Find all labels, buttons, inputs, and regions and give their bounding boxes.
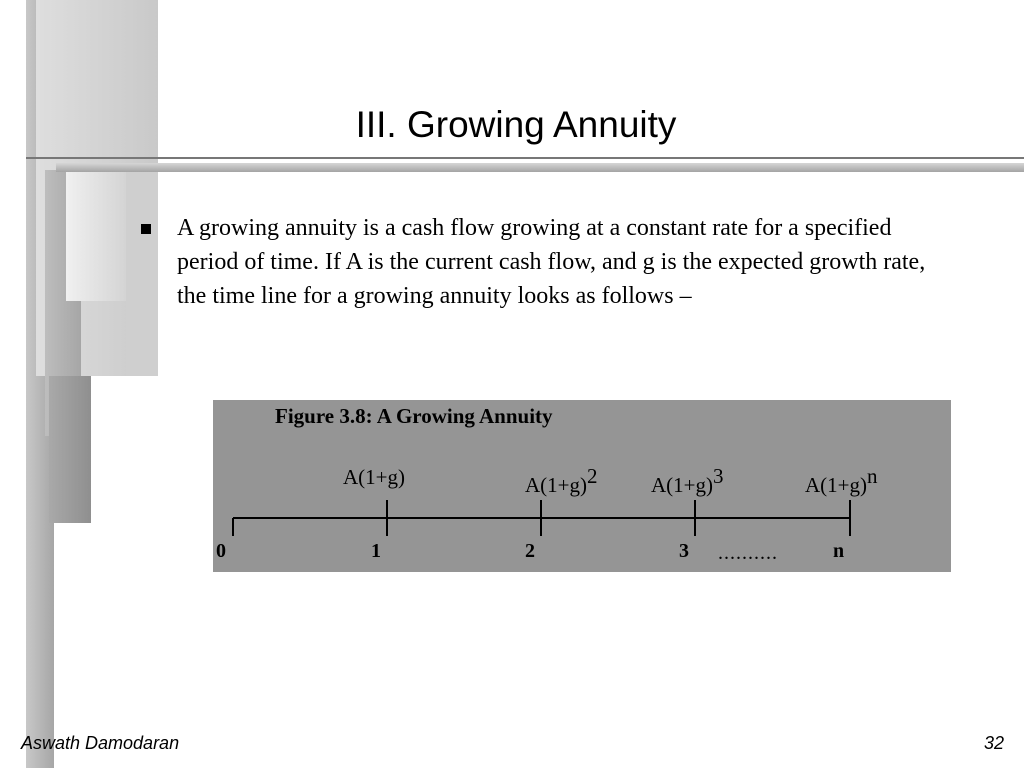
- period-label: n: [833, 540, 845, 562]
- figure-timeline: [213, 400, 951, 572]
- decorative-bar: [126, 170, 158, 376]
- cash-flow-base: A(1+g): [343, 465, 405, 489]
- period-label: 1: [371, 540, 381, 562]
- cash-flow-base: A(1+g): [525, 473, 587, 497]
- decorative-bar: [49, 376, 91, 523]
- cash-flow-exponent: 2: [587, 464, 598, 488]
- bullet-text: A growing annuity is a cash flow growing at a constant rate for a specified period of time. If A is the current cash flow, and g is the expected growth rate, the time line for a growing annuity looks as follows –: [177, 215, 926, 309]
- title-divider-thin: [26, 157, 1024, 159]
- cash-flow-base: A(1+g): [651, 473, 713, 497]
- cash-flow-exponent: n: [867, 464, 878, 488]
- page-number: 32: [983, 733, 1004, 753]
- bullet-square-icon: [141, 224, 151, 234]
- period-label: 3: [679, 540, 689, 562]
- slide-title: III. Growing Annuity: [355, 104, 677, 145]
- footer-author: Aswath Damodaran: [21, 733, 180, 753]
- cash-flow-exponent: 3: [713, 464, 724, 488]
- decorative-bar: [66, 170, 126, 301]
- period-label: 2: [525, 540, 535, 562]
- cash-flow-base: A(1+g): [805, 473, 867, 497]
- period-label: 0: [216, 540, 226, 562]
- title-divider-thick: [56, 163, 1024, 172]
- timeline-ellipsis: ..........: [718, 542, 778, 564]
- figure-title: Figure 3.8: A Growing Annuity: [275, 404, 553, 428]
